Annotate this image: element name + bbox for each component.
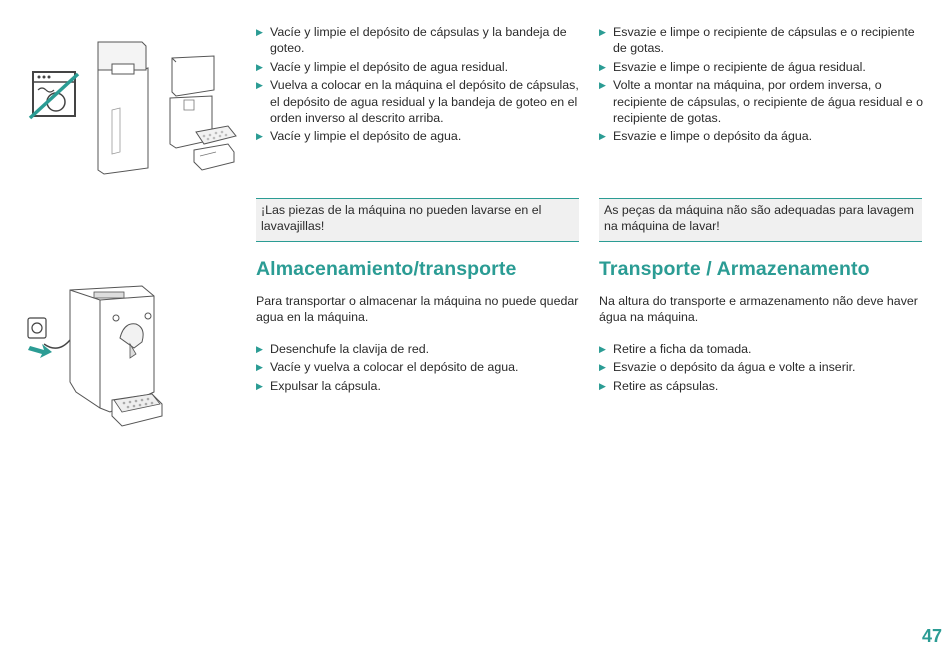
bullet-arrow-icon: ▶ [256, 61, 263, 72]
bullet-arrow-icon: ▶ [256, 27, 263, 37]
intro-paragraph-pt: Na altura do transporte e armazenamento não deve haver água na máquina. [599, 294, 918, 325]
list-item: ▶ Esvazie e limpe o depósito da água. [599, 129, 813, 144]
list-item: ▶ Retire a ficha da tomada. [599, 342, 752, 356]
section-heading-es: Almacenamiento/transporte [256, 258, 517, 280]
list-item: ▶ Volte a montar na máquina, por ordem inversa, o recipiente de cápsulas, o recipiente de água residual e o recipiente de gotas. [599, 78, 923, 126]
storage-steps-pt [599, 341, 925, 396]
storage-steps-es [256, 341, 582, 396]
bullet-arrow-icon: ▶ [256, 344, 263, 354]
bullet-arrow-icon: ▶ [256, 380, 263, 391]
bullet-arrow-icon: ▶ [599, 80, 606, 91]
list-item: ▶ Vacíe y limpie el depósito de cápsulas y la bandeja de goteo. [256, 25, 567, 56]
top-steps-pt [599, 24, 925, 147]
list-item: ▶ Retire as cápsulas. [599, 378, 719, 393]
bullet-arrow-icon: ▶ [599, 27, 606, 37]
list-item: ▶ Vacíe y vuelva a colocar el depósito de agua. [256, 360, 519, 375]
bullet-arrow-icon: ▶ [599, 380, 606, 391]
note-text: As peças da máquina não são adequadas para lavagem na máquina de lavar! [604, 203, 914, 233]
warning-note-es [256, 198, 579, 242]
list-item: ▶ Vacíe y limpie el depósito de agua. [256, 129, 462, 144]
bullet-arrow-icon: ▶ [256, 131, 263, 142]
machine-parts-illustration [92, 40, 242, 180]
bullet-arrow-icon: ▶ [599, 344, 606, 354]
section-heading-pt: Transporte / Armazenamento [599, 258, 870, 280]
bullet-arrow-icon: ▶ [599, 131, 606, 142]
list-item: ▶ Esvazie o depósito da água e volte a inserir. [599, 360, 856, 375]
list-item: ▶ Expulsar la cápsula. [256, 378, 381, 393]
list-item: ▶ Vuelva a colocar en la máquina el depósito de cápsulas, el depósito de agua residual y la bandeja de goteo en el orden inverso al descrito arriba. [256, 78, 579, 126]
list-item: ▶ Vacíe y limpie el depósito de agua residual. [256, 59, 509, 74]
list-item: ▶ Esvazie e limpe o recipiente de cápsulas e o recipiente de gotas. [599, 25, 915, 56]
bullet-arrow-icon: ▶ [599, 61, 606, 72]
unplug-machine-illustration [24, 282, 174, 432]
bullet-arrow-icon: ▶ [256, 80, 263, 91]
list-item: ▶ Desenchufe la clavija de red. [256, 342, 430, 356]
page-number: 47 [921, 626, 942, 646]
intro-paragraph-es: Para transportar o almacenar la máquina no puede quedar agua en la máquina. [256, 294, 579, 325]
bullet-arrow-icon: ▶ [599, 362, 606, 373]
no-dishwasher-icon [28, 68, 80, 124]
warning-note-pt [599, 198, 922, 242]
top-steps-es [256, 24, 582, 147]
note-text: ¡Las piezas de la máquina no pueden lavarse en el lavavajillas! [261, 203, 542, 233]
bullet-arrow-icon: ▶ [256, 362, 263, 373]
list-item: ▶ Esvazie e limpe o recipiente de água residual. [599, 59, 866, 74]
